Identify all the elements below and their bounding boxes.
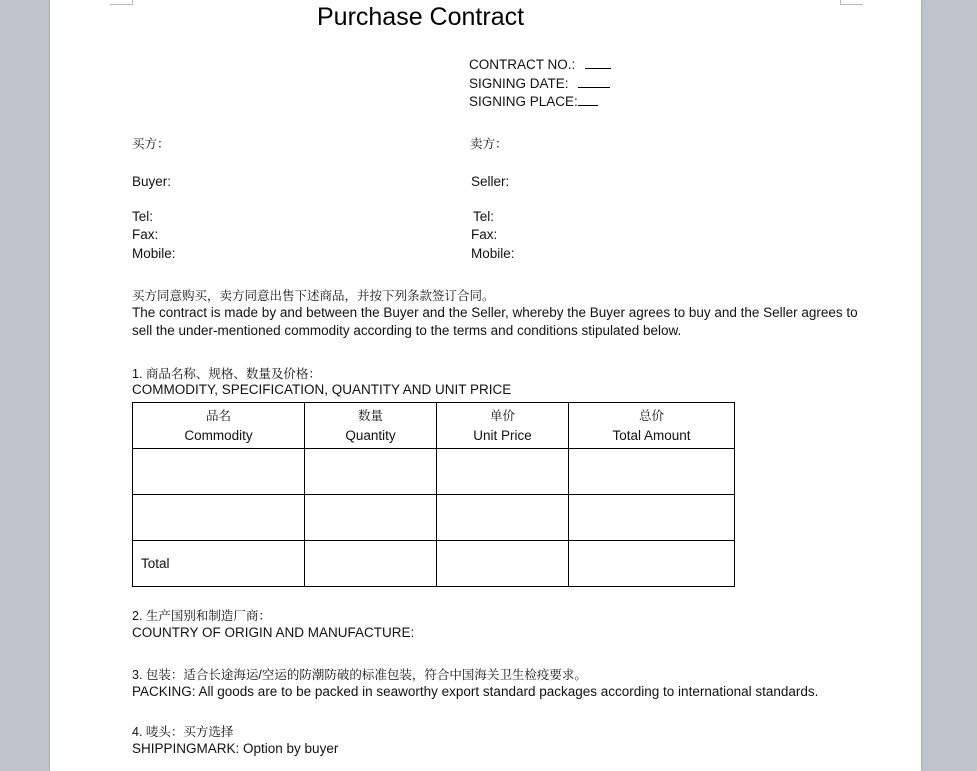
table-total-row <box>133 541 735 587</box>
total-label: Total <box>133 541 305 587</box>
table-cell[interactable] <box>133 495 305 541</box>
buyer-zh-label: 买方： <box>132 137 170 151</box>
buyer-en-label: Buyer: <box>132 174 172 189</box>
table-cell[interactable] <box>133 449 305 495</box>
contract-no-label: CONTRACT NO.: <box>469 57 576 72</box>
header-quantity <box>305 403 437 449</box>
section3-zh: 3. 包装：适合长途海运/空运的防潮防破的标准包装，符合中国海关卫生检疫要求。 <box>132 668 587 682</box>
header-total-amount-en: Total Amount <box>612 427 691 443</box>
document-page <box>50 0 921 771</box>
header-total-amount-zh: 总价 <box>638 408 664 423</box>
header-quantity-zh: 数量 <box>357 408 383 423</box>
seller-mobile-label: Mobile: <box>471 246 515 261</box>
table-row <box>133 495 735 541</box>
section3-en: PACKING: All goods are to be packed in seaworthy export standard packages according to international standards. <box>132 684 819 699</box>
signing-place-blank <box>578 93 598 106</box>
section2-en: COUNTRY OF ORIGIN AND MANUFACTURE: <box>132 625 415 640</box>
table-row <box>133 449 735 495</box>
buyer-fax-label: Fax: <box>132 227 159 242</box>
signing-date-blank <box>578 75 610 88</box>
intro-en-line1: The contract is made by and between the Buyer and the Seller, whereby the Buyer agrees to buy and the Seller agrees to <box>132 305 858 320</box>
table-cell[interactable] <box>437 449 569 495</box>
header-commodity-en: Commodity <box>184 427 253 443</box>
section4-zh: 4. 唛头：买方选择 <box>132 725 234 739</box>
intro-en-line2: sell the under-mentioned commodity according to the terms and conditions stipulated below. <box>132 323 682 338</box>
commodity-table <box>132 402 735 587</box>
table-cell[interactable] <box>305 541 437 587</box>
section1-zh: 1. 商品名称、规格、数量及价格： <box>132 367 321 381</box>
contract-no-blank <box>585 56 611 69</box>
table-cell[interactable] <box>569 541 735 587</box>
header-commodity <box>133 403 305 449</box>
margin-corner-mark-left <box>110 0 133 5</box>
header-unit-price-en: Unit Price <box>473 427 532 443</box>
section1-en: COMMODITY, SPECIFICATION, QUANTITY AND UNIT PRICE <box>132 382 512 397</box>
buyer-tel-label: Tel: <box>132 209 154 224</box>
header-unit-price <box>437 403 569 449</box>
signing-place-label: SIGNING PLACE: <box>469 94 578 109</box>
table-cell[interactable] <box>305 495 437 541</box>
signing-date-line <box>469 75 610 91</box>
table-cell[interactable] <box>569 449 735 495</box>
margin-corner-mark-right <box>840 0 863 5</box>
seller-zh-label: 卖方： <box>470 137 508 151</box>
header-quantity-en: Quantity <box>345 427 396 443</box>
header-total-amount <box>569 403 735 449</box>
seller-tel-label: Tel: <box>473 209 495 224</box>
signing-date-label: SIGNING DATE: <box>469 76 569 91</box>
seller-en-label: Seller: <box>471 174 510 189</box>
header-unit-price-zh: 单价 <box>489 408 515 423</box>
table-cell[interactable] <box>305 449 437 495</box>
seller-fax-label: Fax: <box>471 227 498 242</box>
section4-en: SHIPPINGMARK: Option by buyer <box>132 741 339 756</box>
table-cell[interactable] <box>437 495 569 541</box>
signing-place-line <box>469 93 598 109</box>
table-header-row <box>133 403 735 449</box>
section2-zh: 2. 生产国别和制造厂商： <box>132 609 271 623</box>
document-title: Purchase Contract <box>317 3 525 31</box>
header-commodity-zh: 品名 <box>205 408 231 423</box>
contract-no-line <box>469 56 611 72</box>
intro-zh: 买方同意购买，卖方同意出售下述商品，并按下列条款签订合同。 <box>132 289 495 303</box>
table-cell[interactable] <box>437 541 569 587</box>
table-cell[interactable] <box>569 495 735 541</box>
buyer-mobile-label: Mobile: <box>132 246 176 261</box>
